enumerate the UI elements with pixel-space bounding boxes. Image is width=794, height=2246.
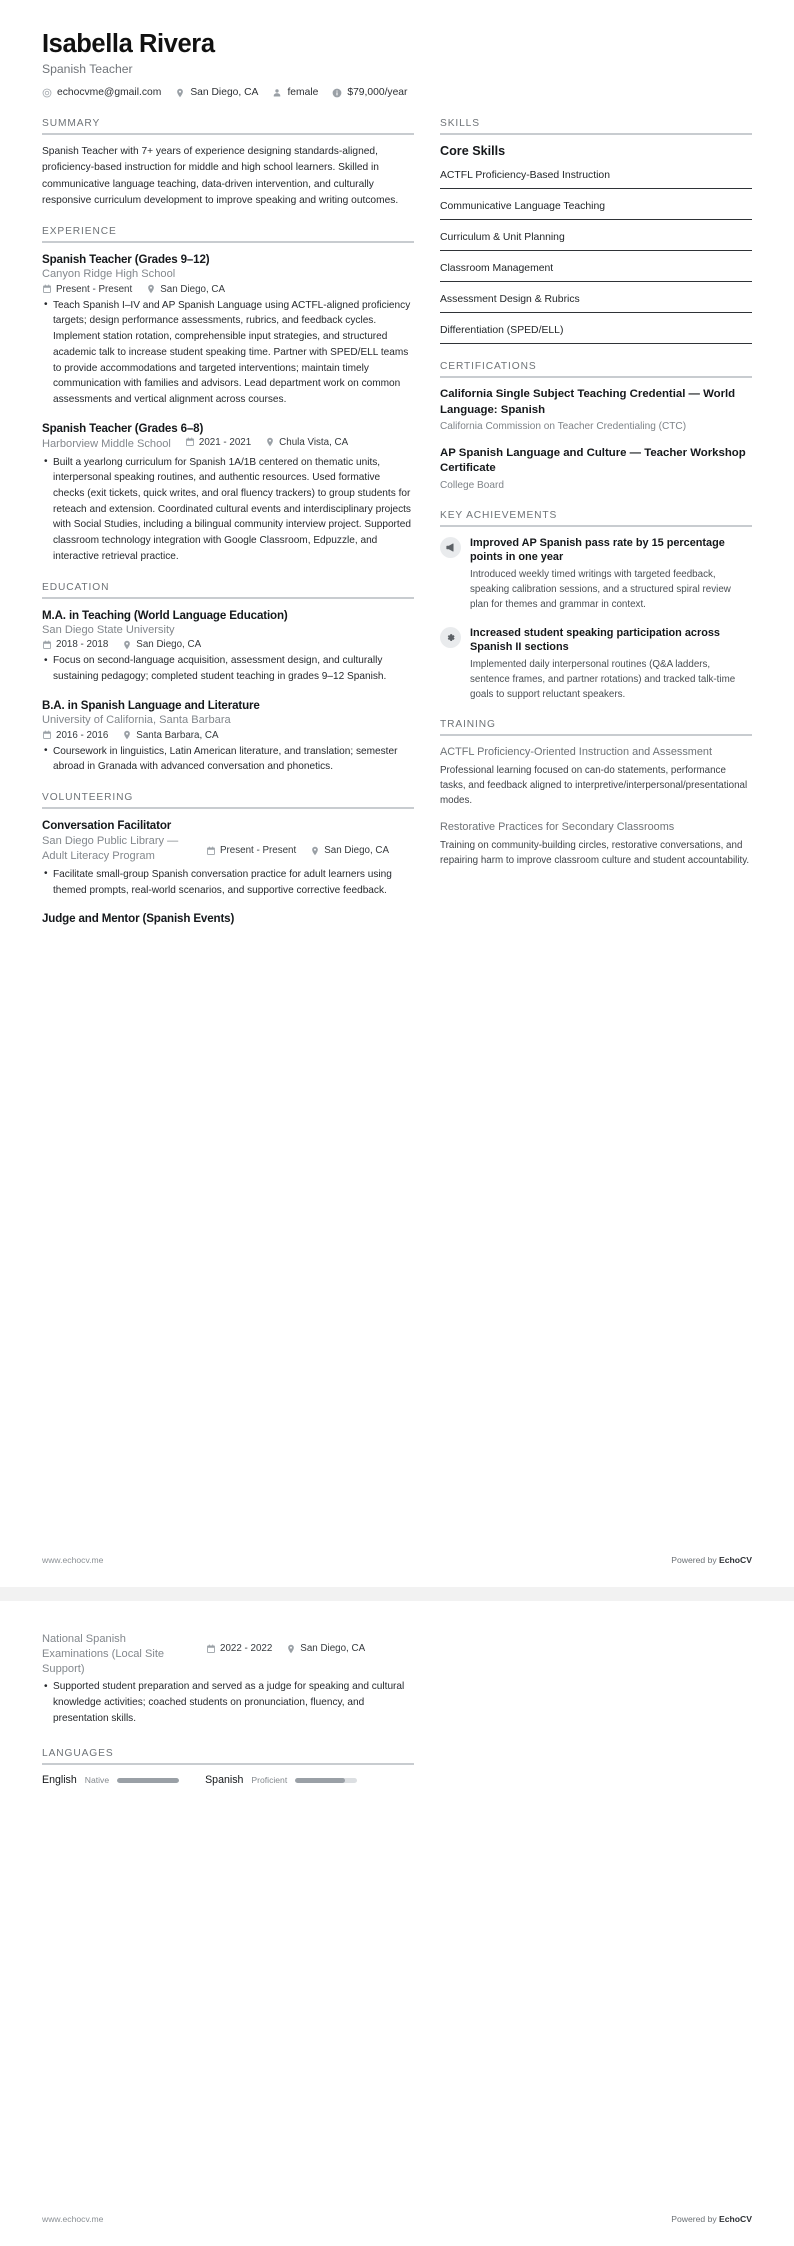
section-divider bbox=[42, 597, 414, 599]
experience-meta bbox=[42, 284, 414, 295]
contact-row bbox=[42, 87, 752, 98]
location-icon bbox=[146, 284, 156, 294]
certification-name: California Single Subject Teaching Credential — World Language: Spanish bbox=[440, 388, 736, 416]
calendar-icon bbox=[42, 730, 52, 740]
education-bullets bbox=[42, 744, 414, 775]
experience-bullets bbox=[42, 455, 414, 565]
volunteering-entry bbox=[42, 818, 414, 898]
contact-salary bbox=[332, 87, 407, 98]
training-entry bbox=[440, 745, 752, 808]
footer-site: www.echocv.me bbox=[42, 2214, 104, 2224]
bullet-item: • Teach Spanish I–IV and AP Spanish Language using ACTFL-aligned proficiency targets; design performance assessments, rubrics, and feedback cycles. Implement station rotation, comprehensible input strategies, and structured academic talk to increase student speaking time. Partner with SPED/ELL teams to provide accommodations and targeted interventions; maintain timely communication with families and advisors. Lead department work on common assessments and vertical alignment across courses. bbox=[42, 298, 414, 408]
footer-brand-name: EchoCV bbox=[719, 2214, 752, 2224]
volunteering-entry bbox=[42, 911, 414, 926]
section-divider bbox=[42, 1763, 414, 1765]
language-level: Proficient bbox=[251, 1775, 288, 1786]
skills-group-title: Core Skills bbox=[440, 144, 506, 159]
candidate-role: Spanish Teacher bbox=[42, 62, 133, 77]
experience-location bbox=[265, 437, 348, 448]
resume-page-2 bbox=[0, 1601, 794, 2246]
education-entry bbox=[42, 608, 414, 685]
section-languages bbox=[42, 1748, 414, 1786]
education-degree: M.A. in Teaching (World Language Education) bbox=[42, 608, 288, 622]
section-title-education: EDUCATION bbox=[42, 581, 110, 593]
achievement-entry bbox=[440, 626, 752, 703]
volunteering-org: National Spanish Examinations (Local Site Support) bbox=[42, 1633, 165, 1675]
achievement-title: Increased student speaking participation across Spanish II sections bbox=[470, 626, 720, 654]
experience-entry bbox=[42, 421, 414, 565]
gear-icon bbox=[440, 627, 461, 648]
location-icon bbox=[265, 437, 275, 447]
section-key-achievements bbox=[440, 510, 752, 703]
skill-item bbox=[440, 289, 752, 313]
section-title-skills: SKILLS bbox=[440, 118, 480, 130]
volunteering-subrow bbox=[42, 834, 414, 864]
achievement-body bbox=[470, 536, 752, 613]
achievement-entry bbox=[440, 536, 752, 613]
footer-site: www.echocv.me bbox=[42, 1555, 104, 1565]
skill-label: Differentiation (SPED/ELL) bbox=[440, 325, 564, 337]
skill-item bbox=[440, 320, 752, 344]
section-divider bbox=[42, 133, 414, 135]
language-name: Spanish bbox=[205, 1774, 244, 1787]
education-entry bbox=[42, 698, 414, 775]
section-training bbox=[440, 719, 752, 868]
bullet-item: • Focus on second-language acquisition, assessment design, and culturally sustaining pedagogy; completed student teaching in grades 9–12 Spanish. bbox=[42, 653, 414, 684]
footer-brand-name: EchoCV bbox=[719, 1555, 752, 1565]
volunteering-dates bbox=[206, 1643, 272, 1654]
language-item bbox=[205, 1774, 357, 1786]
education-degree: B.A. in Spanish Language and Literature bbox=[42, 698, 260, 712]
training-desc: Professional learning focused on can-do statements, performance tasks, and feedback aligned to interpretive/interpersonal/presentational modes. bbox=[440, 764, 748, 806]
calendar-icon bbox=[42, 284, 52, 294]
contact-gender bbox=[272, 87, 318, 98]
section-divider bbox=[440, 525, 752, 527]
right-column bbox=[440, 118, 752, 885]
location-icon bbox=[122, 730, 132, 740]
footer-powered-text: Powered by bbox=[671, 1555, 720, 1565]
experience-dates-text: 2021 - 2021 bbox=[198, 436, 252, 448]
skill-label: Assessment Design & Rubrics bbox=[440, 294, 580, 306]
education-location-text: Santa Barbara, CA bbox=[136, 729, 219, 741]
language-proficiency-bar bbox=[117, 1778, 179, 1783]
certification-entry bbox=[440, 446, 752, 493]
volunteering-bullets bbox=[42, 867, 414, 898]
section-education bbox=[42, 582, 414, 776]
skill-label: ACTFL Proficiency-Based Instruction bbox=[440, 170, 610, 182]
section-summary bbox=[42, 118, 414, 208]
location-icon bbox=[286, 1644, 296, 1654]
section-title-key-achievements: KEY ACHIEVEMENTS bbox=[440, 509, 558, 521]
volunteering-entry bbox=[42, 1632, 414, 1726]
section-divider bbox=[440, 133, 752, 135]
experience-location-text: San Diego, CA bbox=[160, 283, 226, 295]
contact-email-text: echocvme@gmail.com bbox=[57, 87, 162, 99]
skill-item bbox=[440, 196, 752, 220]
section-title-summary: SUMMARY bbox=[42, 118, 101, 130]
info-icon bbox=[332, 88, 342, 98]
certification-issuer: College Board bbox=[440, 479, 504, 491]
skill-label: Classroom Management bbox=[440, 263, 554, 275]
experience-subrow bbox=[42, 437, 414, 452]
page-footer bbox=[42, 2214, 752, 2224]
section-title-certifications: CERTIFICATIONS bbox=[440, 361, 537, 373]
volunteering-dates-text: Present - Present bbox=[220, 845, 297, 857]
section-title-volunteering: VOLUNTEERING bbox=[42, 792, 134, 804]
section-skills bbox=[440, 118, 752, 344]
experience-org: Canyon Ridge High School bbox=[42, 267, 176, 280]
section-divider bbox=[440, 376, 752, 378]
experience-bullets bbox=[42, 298, 414, 408]
bullet-item: • Supported student preparation and served as a judge for speaking and cultural knowledge activities; coached students on pronunciation, fluency, and presentation skills. bbox=[42, 1679, 414, 1726]
section-divider bbox=[42, 807, 414, 809]
footer-brand bbox=[671, 1555, 752, 1565]
skills-list bbox=[440, 165, 752, 344]
section-divider bbox=[42, 241, 414, 243]
candidate-name: Isabella Rivera bbox=[42, 30, 215, 58]
volunteering-location bbox=[286, 1643, 365, 1654]
location-icon bbox=[310, 846, 320, 856]
calendar-icon bbox=[185, 437, 195, 447]
language-level: Native bbox=[84, 1775, 110, 1786]
training-name: Restorative Practices for Secondary Classrooms bbox=[440, 821, 675, 834]
calendar-icon bbox=[206, 1644, 216, 1654]
languages-list bbox=[42, 1774, 414, 1786]
skill-item bbox=[440, 165, 752, 189]
left-column-continued bbox=[42, 1631, 440, 1803]
education-location bbox=[122, 730, 218, 741]
achievement-title: Improved AP Spanish pass rate by 15 percentage points in one year bbox=[470, 536, 725, 564]
volunteering-title: Judge and Mentor (Spanish Events) bbox=[42, 912, 235, 926]
education-meta bbox=[42, 639, 414, 650]
summary-text: Spanish Teacher with 7+ years of experience designing standards-aligned, proficiency-based instruction for middle and high school learners. Skilled in communicative language teaching, data-driven intervention, and culturally responsive curriculum development to improve speaking and writing outcomes. bbox=[42, 146, 399, 206]
achievement-body bbox=[470, 626, 752, 703]
section-title-experience: EXPERIENCE bbox=[42, 225, 117, 237]
calendar-icon bbox=[42, 640, 52, 650]
education-meta bbox=[42, 730, 414, 741]
education-school: San Diego State University bbox=[42, 623, 175, 636]
contact-location-text: San Diego, CA bbox=[190, 87, 259, 99]
volunteering-subrow bbox=[42, 1632, 414, 1676]
bullet-item: • Facilitate small-group Spanish conversation practice for adult learners using themed prompts, real-world scenarios, and supportive corrective feedback. bbox=[42, 867, 414, 898]
language-name: English bbox=[42, 1774, 77, 1787]
language-proficiency-bar bbox=[295, 1778, 357, 1783]
skill-label: Communicative Language Teaching bbox=[440, 201, 606, 213]
section-experience bbox=[42, 226, 414, 565]
page-footer bbox=[42, 1555, 752, 1565]
skill-label: Curriculum & Unit Planning bbox=[440, 232, 565, 244]
location-icon bbox=[175, 88, 185, 98]
education-dates-text: 2018 - 2018 bbox=[56, 639, 109, 651]
experience-title: Spanish Teacher (Grades 9–12) bbox=[42, 252, 210, 266]
experience-entry bbox=[42, 252, 414, 408]
experience-dates-text: Present - Present bbox=[56, 283, 133, 295]
experience-title: Spanish Teacher (Grades 6–8) bbox=[42, 421, 204, 435]
resume-header bbox=[42, 30, 752, 98]
volunteering-location-text: San Diego, CA bbox=[300, 1643, 366, 1654]
section-divider bbox=[440, 734, 752, 736]
volunteering-dates-text: 2022 - 2022 bbox=[220, 1643, 273, 1654]
footer-brand bbox=[671, 2214, 752, 2224]
education-dates bbox=[42, 730, 108, 741]
achievement-desc: Implemented daily interpersonal routines (Q&A ladders, sentence frames, and partner rotations) and tracked talk-time goals to support reluctant speakers. bbox=[470, 658, 736, 700]
calendar-icon bbox=[206, 846, 216, 856]
footer-powered-text: Powered by bbox=[671, 2214, 720, 2224]
training-name: ACTFL Proficiency-Oriented Instruction and Assessment bbox=[440, 746, 712, 759]
education-location-text: San Diego, CA bbox=[136, 639, 202, 651]
volunteering-location bbox=[310, 845, 389, 856]
language-item bbox=[42, 1774, 179, 1786]
certification-entry bbox=[440, 387, 752, 434]
bullet-item: • Built a yearlong curriculum for Spanish 1A/1B centered on thematic units, interpersonal speaking routines, and authentic resources. Used formative checks (exit tickets, quick writes, and oral fluency trackers) to group students for reteach and extension. Coordinated cultural events and interdisciplinary projects with Social Studies, including a bilingual community interview project. Supported classroom technology integration with Google Classroom, Edpuzzle, and interactive retrieval practice. bbox=[42, 455, 414, 565]
education-dates-text: 2016 - 2016 bbox=[56, 729, 109, 741]
volunteering-dates bbox=[206, 845, 296, 856]
resume-body-continued bbox=[42, 1631, 752, 1803]
skill-item bbox=[440, 258, 752, 282]
section-title-training: TRAINING bbox=[440, 719, 496, 731]
contact-email bbox=[42, 87, 161, 98]
experience-dates bbox=[42, 284, 132, 295]
volunteering-bullets bbox=[42, 1679, 414, 1726]
achievement-desc: Introduced weekly timed writings with targeted feedback, speaking calibration sessions, and a structured spiral review plan for themes and grammar in context. bbox=[470, 568, 731, 610]
education-bullets bbox=[42, 653, 414, 684]
megaphone-icon bbox=[440, 537, 461, 558]
certification-issuer: California Commission on Teacher Credentialing (CTC) bbox=[440, 420, 687, 432]
education-school: University of California, Santa Barbara bbox=[42, 714, 231, 726]
education-location bbox=[122, 639, 201, 650]
certification-name: AP Spanish Language and Culture — Teacher Workshop Certificate bbox=[440, 447, 746, 475]
experience-org: Harborview Middle School bbox=[42, 437, 171, 450]
resume-body bbox=[42, 118, 752, 943]
volunteering-title: Conversation Facilitator bbox=[42, 819, 172, 833]
person-icon bbox=[272, 88, 282, 98]
volunteering-org: San Diego Public Library — Adult Literacy Program bbox=[42, 835, 179, 863]
volunteering-location-text: San Diego, CA bbox=[324, 845, 390, 857]
experience-dates bbox=[185, 437, 251, 448]
experience-location-text: Chula Vista, CA bbox=[279, 436, 349, 448]
section-title-languages: LANGUAGES bbox=[42, 1748, 114, 1760]
contact-salary-text: $79,000/year bbox=[347, 87, 408, 99]
contact-gender-text: female bbox=[287, 87, 319, 99]
email-icon bbox=[42, 88, 52, 98]
education-dates bbox=[42, 639, 108, 650]
training-desc: Training on community-building circles, restorative conversations, and repairing harm to improve classroom culture and student accountability. bbox=[440, 839, 750, 866]
location-icon bbox=[122, 640, 132, 650]
skill-item bbox=[440, 227, 752, 251]
bullet-item: • Coursework in linguistics, Latin American literature, and translation; semester abroad in Granada with advanced conversation and phonetics. bbox=[42, 744, 414, 775]
experience-location bbox=[146, 284, 225, 295]
left-column bbox=[42, 118, 440, 943]
section-certifications bbox=[440, 361, 752, 492]
page-gap bbox=[0, 1587, 794, 1601]
section-volunteering bbox=[42, 792, 414, 926]
contact-location bbox=[175, 87, 258, 98]
training-entry bbox=[440, 820, 752, 868]
